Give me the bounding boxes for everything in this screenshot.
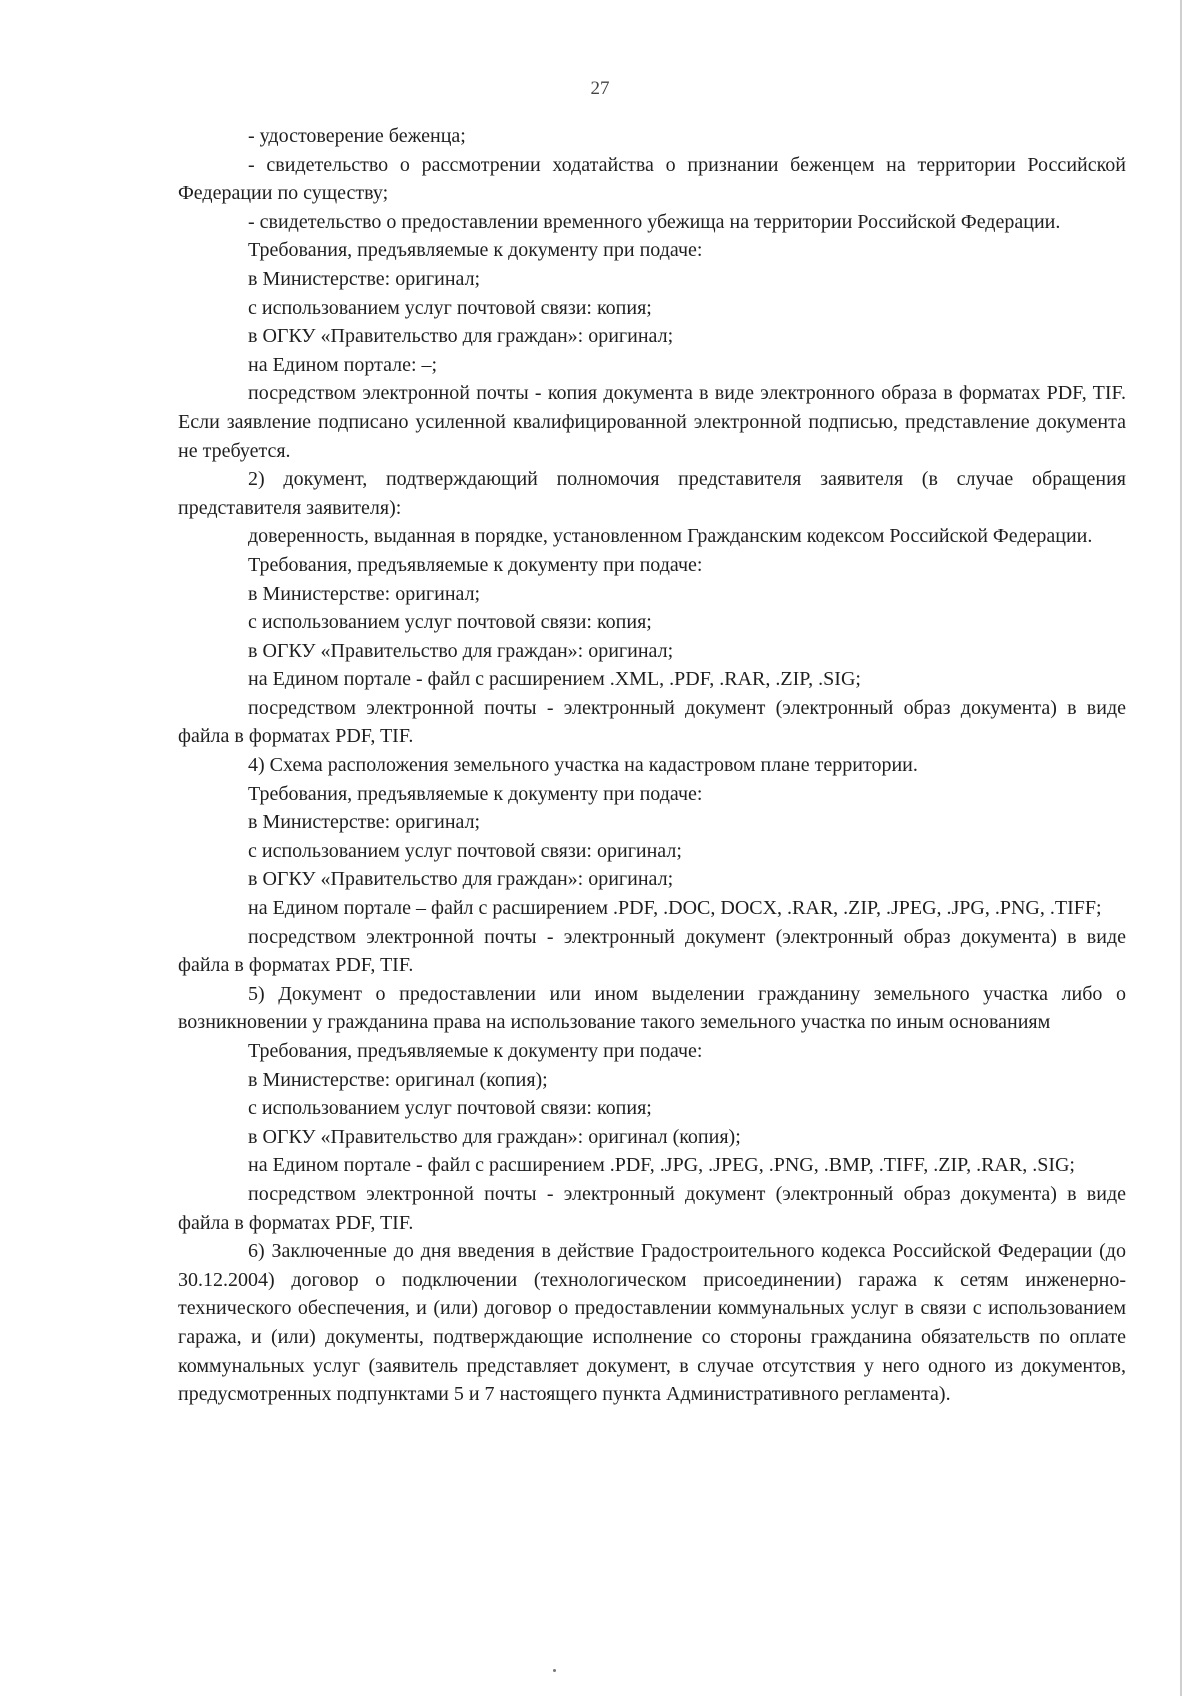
paragraph: доверенность, выданная в порядке, установленном Гражданским кодексом Российской Федерации.: [248, 525, 1093, 548]
paragraph: Требования, предъявляемые к документу при подаче:: [248, 1040, 703, 1062]
paragraph: в Министерстве: оригинал (копия);: [248, 1068, 548, 1091]
paragraph: в ОГКУ «Правительство для граждан»: оригинал (копия);: [248, 1125, 741, 1148]
paragraph: с использованием услуг почтовой связи: копия;: [248, 611, 652, 634]
paragraph: посредством электронной почты - электронный документ (электронный образ документа) в виде файла в форматах PDF, TIF.: [178, 1182, 1126, 1234]
scan-speck: [553, 1669, 556, 1672]
paragraph: Требования, предъявляемые к документу при подаче:: [248, 239, 703, 262]
paragraph: на Едином портале: –;: [248, 353, 438, 376]
page-number: 27: [590, 78, 610, 99]
paragraph: 6) Заключенные до дня введения в действие Градостроительного кодекса Российской Федерации (до 30.12.2004) договор о подключении (технологическом присоединении) гаража к сетям инженерно-технического обеспечения, и (или) договор о предоставлении коммунальных услуг в связи с использованием гаража, и (или) документы, подтверждающие исполнение со стороны гражданина обязательств по оплате коммунальных услуг (заявитель представляет документ, в случае отсутствия у него одного из документов, предусмотренных подпунктами 5 и 7 настоящего пункта Административного регламента).: [178, 1240, 1126, 1406]
paragraph: в ОГКУ «Правительство для граждан»: оригинал;: [248, 639, 674, 662]
paragraph: в Министерстве: оригинал;: [248, 582, 481, 605]
paragraph: - свидетельство о предоставлении временного убежища на территории Российской Федерации.: [248, 210, 1061, 233]
paragraph: в ОГКУ «Правительство для граждан»: оригинал;: [248, 868, 674, 891]
paragraph: посредством электронной почты - электронный документ (электронный образ документа) в виде файла в форматах PDF, TIF.: [178, 925, 1126, 977]
paragraph: с использованием услуг почтовой связи: копия;: [248, 1097, 652, 1120]
paragraph: посредством электронной почты - копия документа в виде электронного образа в форматах PDF, TIF. Если заявление подписано усиленной квалифицированной электронной подписью, представление документа не требуется.: [178, 382, 1126, 462]
paragraph: Требования, предъявляемые к документу при подаче:: [248, 553, 703, 576]
document-body: [178, 122, 1126, 1409]
paragraph: в Министерстве: оригинал;: [248, 267, 481, 290]
paragraph: 4) Схема расположения земельного участка на кадастровом плане территории.: [248, 754, 918, 777]
paragraph: посредством электронной почты - электронный документ (электронный образ документа) в виде файла в форматах PDF, TIF.: [178, 696, 1126, 748]
paragraph: 2) документ, подтверждающий полномочия представителя заявителя (в случае обращения представителя заявителя):: [178, 468, 1126, 519]
paragraph: - удостоверение беженца;: [248, 125, 466, 147]
paragraph: с использованием услуг почтовой связи: копия;: [248, 296, 652, 319]
paragraph: с использованием услуг почтовой связи: оригинал;: [248, 839, 682, 862]
paragraph: в Министерстве: оригинал;: [248, 811, 481, 834]
paragraph: - свидетельство о рассмотрении ходатайства о признании беженцем на территории Российской Федерации по существу;: [178, 153, 1126, 205]
paragraph: Требования, предъявляемые к документу при подаче:: [248, 782, 703, 805]
paragraph: в ОГКУ «Правительство для граждан»: оригинал;: [248, 325, 674, 348]
paragraph: на Едином портале – файл с расширением .PDF, .DOC, DOCX, .RAR, .ZIP, .JPEG, .JPG, .PNG, .TIFF;: [248, 897, 1102, 920]
paragraph: на Едином портале - файл с расширением .PDF, .JPG, .JPEG, .PNG, .BMP, .TIFF, .ZIP, .RAR, .SIG;: [248, 1154, 1075, 1177]
paragraph: на Едином портале - файл с расширением .XML, .PDF, .RAR, .ZIP, .SIG;: [248, 668, 861, 691]
paragraph: 5) Документ о предоставлении или ином выделении гражданину земельного участка либо о возникновении у гражданина права на использование такого земельного участка по иным основаниям: [178, 982, 1126, 1034]
page-edge: [1180, 0, 1182, 1696]
